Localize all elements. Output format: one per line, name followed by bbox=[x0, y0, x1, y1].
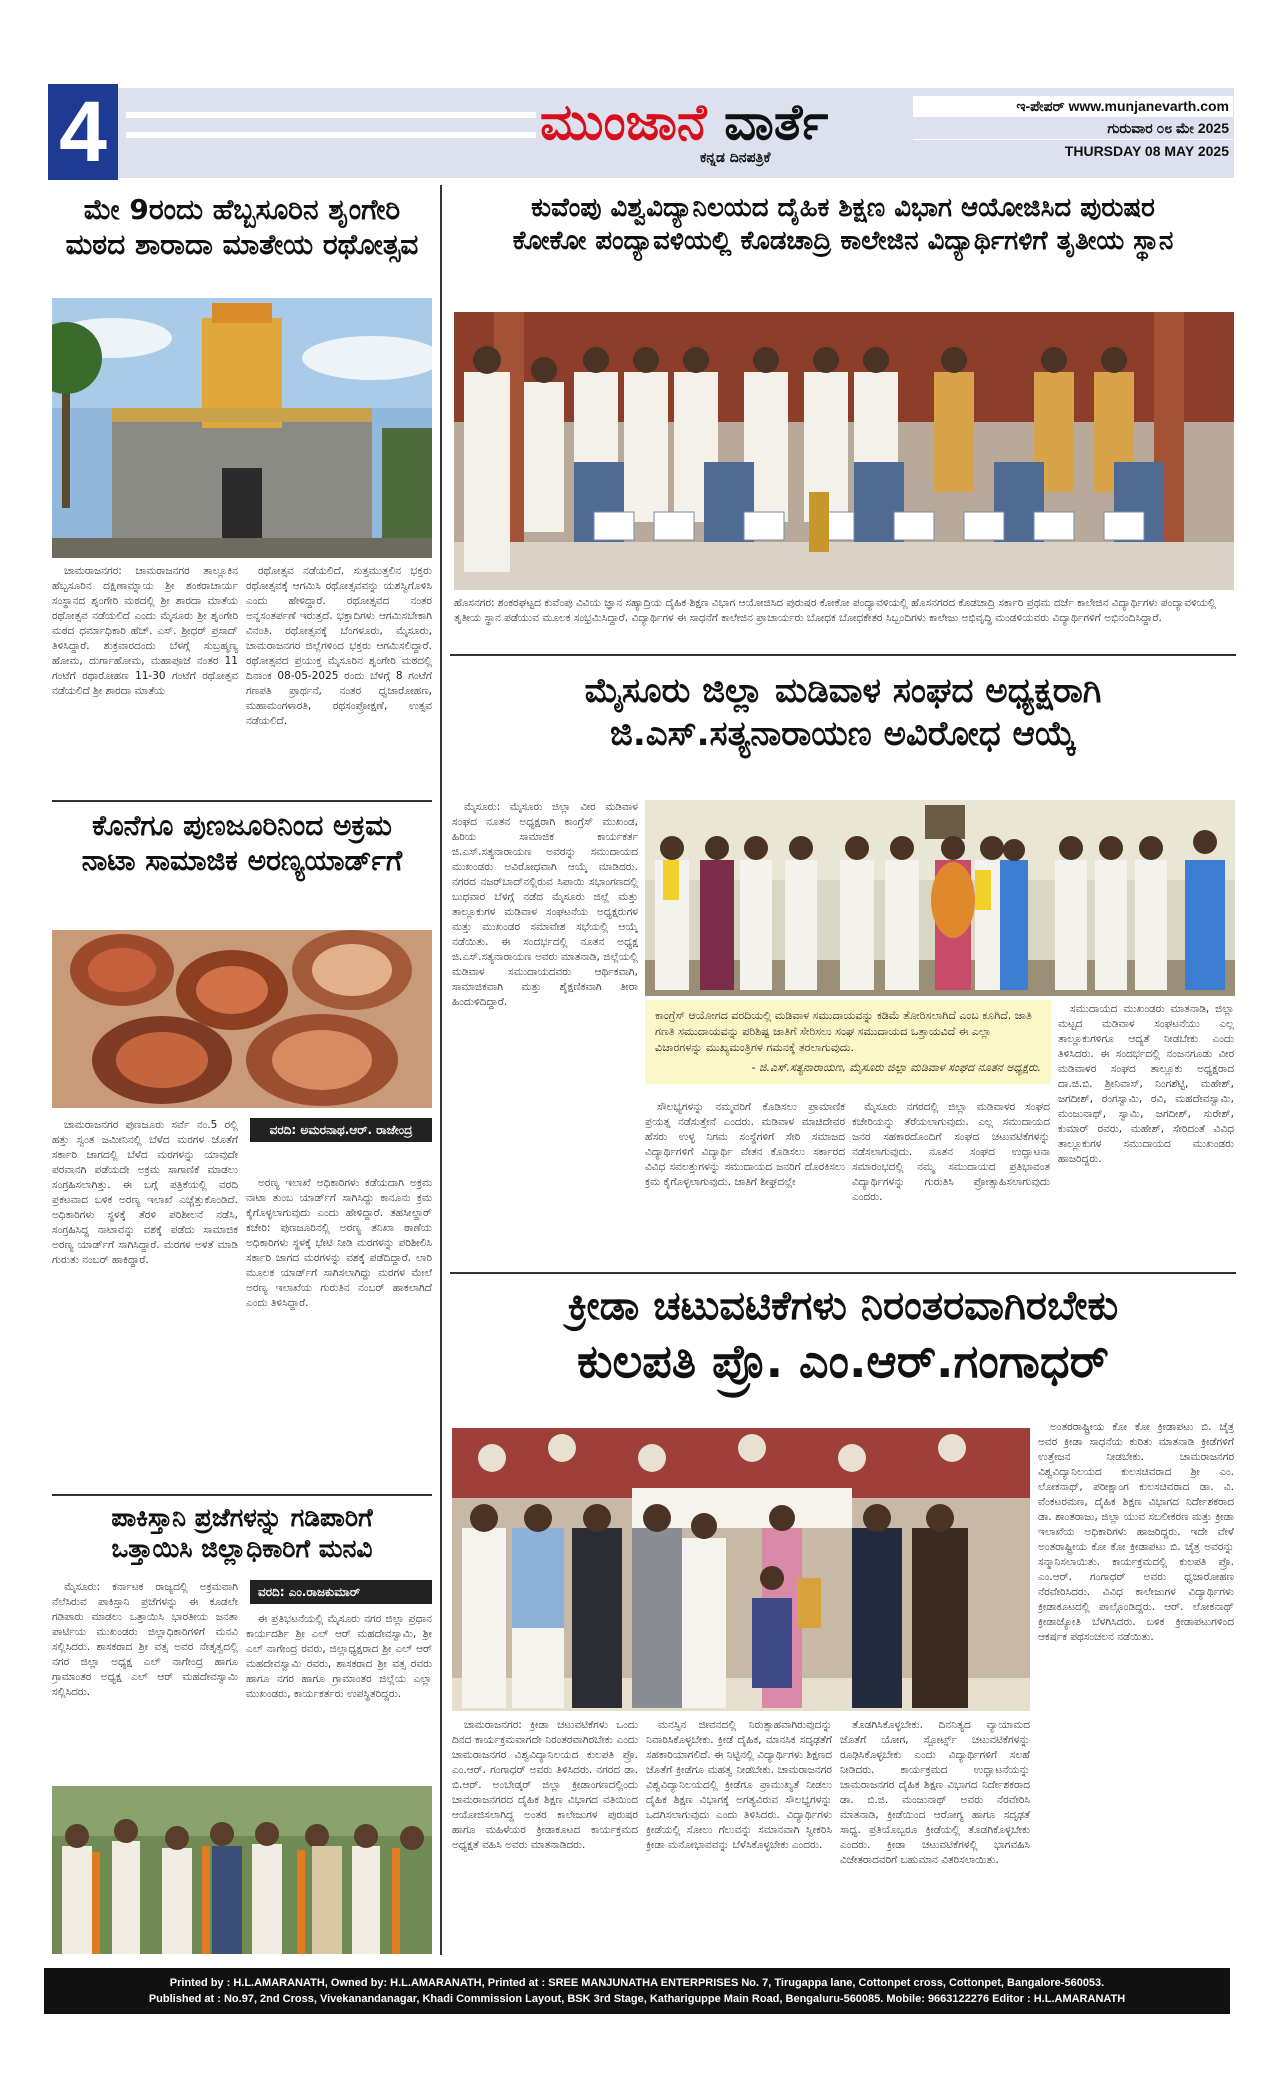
headline-line: ಕುಲಪತಿ ಪ್ರೊ. ಎಂ.ಆರ್.ಗಂಗಾಧರ್ bbox=[577, 1334, 1109, 1388]
sports-felicitation-photo bbox=[452, 1428, 1030, 1711]
timber-body-col1: ಚಾಮರಾಜನಗರ ಪುಣಜೂರು ಸರ್ವೆ ನಂ.5 ರಲ್ಲಿ ಹತ್ತು ಸ್ವಂತ ಜಮೀನಿನಲ್ಲಿ ಬೆಳೆದ ಮರಗಳ ಜೊತೆಗೆ ಸರ್ಕಾರಿ ಜಾಗದಲ್ಲಿ ಬೆಳೆದ ಮರಗಳನ್ನು ಯಾವುದೇ ಪರವಾನಗಿ ಪಡೆಯದೇ ಅಕ್ರಮ ಸಾಗಾಣಿಕೆ ಮಾಡಲು ಸಂಗ್ರಹಿಸಲಾಗಿತ್ತು. ಈ ಬಗ್ಗೆ ಪತ್ರಿಕೆಯಲ್ಲಿ ವರದಿ ಪ್ರಕಟವಾದ ಬಳಿಕ ಅರಣ್ಯ ಇಲಾಖೆ ಎಚ್ಚೆತ್ತುಕೊಂಡಿದೆ. ಅಧಿಕಾರಿಗಳು ಸ್ಥಳಕ್ಕೆ ತೆರಳಿ ಪರಿಶೀಲನೆ ನಡೆಸಿ, ಸಂಗ್ರಹಿಸಿದ್ದ ನಾಟಾವನ್ನು ವಶಕ್ಕೆ ಪಡೆದು ಸಾಮಾಜಿಕ ಅರಣ್ಯ ಯಾರ್ಡ್‌ಗೆ ಸಾಗಿಸಿದ್ದಾರೆ. ಮರಗಳ ಅಳತೆ ಮಾಡಿ ಗುರುತು ನಂಬರ್ ಹಾಕಿದ್ದಾರೆ. bbox=[52, 1119, 238, 1266]
timber-photo bbox=[52, 930, 432, 1108]
headline-madiwala bbox=[450, 670, 1236, 755]
headline-line: ಕೊನೆಗೂ ಪುಣಜೂರಿನಿಂದ ಅಕ್ರಮ bbox=[92, 809, 392, 842]
imprint-line: Published at : No.97, 2nd Cross, Vivekanandanagar, Khadi Commission Layout, BSK 3rd Stage, Kathariguppe Main Road, Bengaluru-560085. Mobile: 9663122276 Editor : H.L.AMARANATH bbox=[148, 1993, 1126, 2005]
section-rule bbox=[450, 1272, 1236, 1274]
section-rule bbox=[52, 800, 432, 802]
sringeri-body-col2: ರಥೋತ್ಸವ ನಡೆಯಲಿದೆ. ಸುತ್ತಮುತ್ತಲಿನ ಭಕ್ತರು ರಥೋತ್ಸವಕ್ಕೆ ಆಗಮಿಸಿ ರಥೋತ್ಸವವನ್ನು ಯಶಸ್ವಿಗೊಳಿಸಿ ಎಂದು ಹೇಳಿದ್ದಾರೆ. ರಥೋತ್ಸವದ ನಂತರ ಅನ್ನಸಂತರ್ಪಣೆ ಇರುತ್ತದೆ. ಭಕ್ತಾದಿಗಳು ಆಗಮಿಸಬೇಕಾಗಿ ವಿನಂತಿ. ರಥೋತ್ಸವಕ್ಕೆ ಬೆಂಗಳೂರು, ಮೈಸೂರು, ಚಾಮರಾಜನಗರ ಜಿಲ್ಲೆಗಳಿಂದ ಭಕ್ತರು ಆಗಮಿಸಲಿದ್ದಾರೆ. ರಥೋತ್ಸವದ ಪ್ರಯುಕ್ತ ಮೈಸೂರಿನ ಶೃಂಗೇರಿ ಮಠದಲ್ಲಿ ದಿನಾಂಕ 08-05-2025 ರಂದು ಬೆಳಗ್ಗೆ 8 ಗಂಟೆಗೆ ಗಣಪತಿ ಪ್ರಾರ್ಥನೆ, ನಂತರ ಧ್ವಜಾರೋಹಣ, ಮಹಾಮಂಗಳಾರತಿ, ರಥಸಂಪ್ರೋಕ್ಷಣೆ, ಉತ್ಸವ ನಡೆಯಲಿದೆ. bbox=[246, 565, 432, 727]
section-rule bbox=[52, 1494, 432, 1496]
headline-line: ಒತ್ತಾಯಿಸಿ ಜಿಲ್ಲಾಧಿಕಾರಿಗೆ ಮನವಿ bbox=[111, 1534, 373, 1564]
kuvempu-caption: ಹೊಸನಗರ: ಶಂಕರಘಟ್ಟದ ಕುವೆಂಪು ವಿವಿಯ ಜ್ಞಾನ ಸಹ್ಯಾದ್ರಿಯ ದೈಹಿಕ ಶಿಕ್ಷಣ ವಿಭಾಗ ಆಯೋಜಿಸಿದ ಪುರುಷರ ಕೋಕೋ ಪಂದ್ಯಾವಳಿಯಲ್ಲಿ ಹೊಸನಗರದ ಕೊಡಚಾದ್ರಿ ಸರ್ಕಾರಿ ಪ್ರಥಮ ದರ್ಜೆ ಕಾಲೇಜಿನ ವಿದ್ಯಾರ್ಥಿಗಳು ಪಂದ್ಯಾವಳಿಯಲ್ಲಿ ತೃತೀಯ ಸ್ಥಾನ ಪಡೆಯುವ ಮೂಲಕ ಸಂಭ್ರಮಿಸಿದ್ದಾರೆ. ವಿದ್ಯಾರ್ಥಿಗಳ ಈ ಸಾಧನೆಗೆ ಕಾಲೇಜಿನ ಪ್ರಾಚಾರ್ಯರು ಬೋಧಕ ಬೋಧಕೇತರ ಸಿಬ್ಬಂದಿಗಳು ಕಾಲೇಜು ಅಭಿವೃದ್ಧಿ ಮಂಡಳಿಯವರು ವಿದ್ಯಾರ್ಥಿಗಳಿಗೆ ಅಭಿನಂದಿಸಿದ್ದಾರೆ. bbox=[454, 597, 1216, 624]
masthead-part2: ವಾರ್ತೆ bbox=[724, 92, 829, 151]
epaper-link[interactable]: ಇ-ಪೇಪರ್ www.munjanevarth.com bbox=[913, 96, 1233, 116]
headline-line: ಮಠದ ಶಾರಾದಾ ಮಾತೇಯ ರಥೋತ್ಸವ bbox=[65, 228, 419, 261]
page-number: 4 bbox=[48, 84, 118, 180]
pakistan-byline: ವರದಿ: ಎಂ.ರಾಜಕುಮಾರ್ bbox=[250, 1580, 432, 1604]
headline-kuvempu bbox=[450, 192, 1236, 257]
headline-sports bbox=[450, 1280, 1236, 1392]
sports-body-col2: ಮನಸ್ಸಿನ ಜೀವನದಲ್ಲಿ ನಿರುತ್ಸಾಹವಾಗಿರುವುದನ್ನು ನಿವಾರಿಸಿಕೊಳ್ಳಬೇಕು. ಕ್ರೀಡೆ ದೈಹಿಕ, ಮಾನಸಿಕ ಸದೃಢತೆಗೆ ಸಹಕಾರಿಯಾಗಲಿದೆ. ಈ ನಿಟ್ಟಿನಲ್ಲಿ ವಿದ್ಯಾರ್ಥಿಗಳು ಶಿಕ್ಷಣದ ಜೊತೆಗೆ ಕ್ರೀಡೆಗೂ ಮಹತ್ವ ನೀಡಬೇಕು. ಚಾಮರಾಜನಗರ ವಿಶ್ವವಿದ್ಯಾನಿಲಯದಲ್ಲಿ ಕ್ರೀಡೆಗೂ ಪ್ರಾಮುಖ್ಯತೆ ನೀಡಲು ದೈಹಿಕ ಶಿಕ್ಷಣ ವಿಭಾಗಕ್ಕೆ ಅಗತ್ಯವಿರುವ ಸೌಲಭ್ಯಗಳನ್ನು ಒದಗಿಸಲಾಗುವುದು ಎಂದು ತಿಳಿಸಿದರು. ವಿದ್ಯಾರ್ಥಿಗಳು ಕ್ರೀಡೆಯಲ್ಲಿ ಸೋಲು ಗೆಲುವನ್ನು ಸಮಾನವಾಗಿ ಸ್ವೀಕರಿಸಿ ಕ್ರೀಡಾ ಮನೋಭಾವವನ್ನು ಬೆಳೆಸಿಕೊಳ್ಳಬೇಕು ಎಂದರು. bbox=[646, 1719, 832, 1851]
sports-body-col1: ಚಾಮರಾಜನಗರ: ಕ್ರೀಡಾ ಚಟುವಟಿಕೆಗಳು ಒಂದು ದಿನದ ಕಾರ್ಯಕ್ರಮವಾಗದೇ ನಿರಂತರವಾಗಿರಬೇಕು ಎಂದು ಚಾಮರಾಜನಗರ ವಿಶ್ವವಿದ್ಯಾನಿಲಯದ ಕುಲಪತಿ ಪ್ರೊ. ಎಂ.ಆರ್. ಗಂಗಾಧರ್ ಅವರು ತಿಳಿಸಿದರು. ನಗರದ ಡಾ. ಬಿ.ಆರ್. ಅಂಬೇಡ್ಕರ್ ಜಿಲ್ಲಾ ಕ್ರೀಡಾಂಗಣದಲ್ಲಿಂದು ಚಾಮರಾಜನಗರದ ದೈಹಿಕ ಶಿಕ್ಷಣ ವಿಭಾಗದ ವತಿಯಿಂದ ಆಯೋಜಿಸಲಾಗಿದ್ದ ಅಂತರ ಕಾಲೇಜುಗಳ ಪುರುಷರ ಹಾಗೂ ಮಹಿಳೆಯರ ಕ್ರೀಡಾಕೂಟದ ಕಾರ್ಯಕ್ರಮದ ಅಧ್ಯಕ್ಷತೆ ವಹಿಸಿ ಅವರು ಮಾತನಾಡಿದರು. bbox=[452, 1719, 638, 1851]
date-kannada: ಗುರುವಾರ ೦೮ ಮೇ 2025 bbox=[913, 116, 1233, 139]
headline-sringeri bbox=[52, 192, 432, 262]
date-english: THURSDAY 08 MAY 2025 bbox=[913, 139, 1233, 162]
pakistan-body-col1: ಮೈಸೂರು: ಕರ್ನಾಟಕ ರಾಜ್ಯದಲ್ಲಿ ಅಕ್ರಮವಾಗಿ ನೆಲೆಸಿರುವ ಪಾಕಿಸ್ತಾನಿ ಪ್ರಜೆಗಳನ್ನು ಈ ಕೂಡಲೇ ಗಡಿಪಾರು ಮಾಡಲು ಒತ್ತಾಯಿಸಿ ಭಾರತೀಯ ಜನತಾ ಪಾರ್ಟಿಯ ಮುಖಂಡರು ಜಿಲ್ಲಾಧಿಕಾರಿಗಳಿಗೆ ಮನವಿ ಸಲ್ಲಿಸಿದರು. ಶಾಸಕರಾದ ಶ್ರೀ ವತ್ಸ ಅವರ ನೇತೃತ್ವದಲ್ಲಿ ನಗರ ಜಿಲ್ಲಾ ಅಧ್ಯಕ್ಷ ಎಲ್ ನಾಗೇಂದ್ರ ಹಾಗೂ ಗ್ರಾಮಾಂತರ ಅಧ್ಯಕ್ಷ ಎಲ್ ಆರ್ ಮಹದೇವಸ್ವಾಮಿ ಸಲ್ಲಿಸಿದರು. bbox=[52, 1581, 238, 1698]
masthead-part1: ಮುಂಜಾನೆ bbox=[540, 92, 707, 151]
header-rule bbox=[126, 112, 536, 118]
headline-line: ಜಿ.ಎಸ್.ಸತ್ಯನಾರಾಯಣ ಅವಿರೋಧ ಆಯ್ಕೆ bbox=[609, 713, 1076, 754]
headline-line: ಕ್ರೀಡಾ ಚಟುವಟಿಕೆಗಳು ನಿರಂತರವಾಗಿರಬೇಕು bbox=[567, 1283, 1119, 1329]
tagline: ಕನ್ನಡ ದಿನಪತ್ರಿಕೆ bbox=[700, 150, 771, 166]
timber-body-col2: ಅರಣ್ಯ ಇಲಾಖೆ ಅಧಿಕಾರಿಗಳು ಕಡೆಯದಾಗಿ ಅಕ್ರಮ ನಾಟಾ ತುಂಬ ಯಾರ್ಡ್‌ಗೆ ಸಾಗಿಸಿದ್ದು ಕಾನೂನು ಕ್ರಮ ಕೈಗೊಳ್ಳಲಾಗುವುದು ಎಂದು ಹೇಳಿದ್ದಾರೆ. ತಹಸೀಲ್ದಾರ್ ಕಚೇರಿ: ಪುಣಜೂರಿನಲ್ಲಿ ಅರಣ್ಯ ತನಿಖಾ ಠಾಣೆಯ ಅಧಿಕಾರಿಗಳು ಸ್ಥಳಕ್ಕೆ ಭೇಟಿ ನೀಡಿ ಮರಗಳನ್ನು ಪರಿಶೀಲಿಸಿ ಸರ್ಕಾರಿ ಜಾಗದ ಮರಗಳನ್ನು ವಶಕ್ಕೆ ಪಡೆದಿದ್ದಾರೆ. ಲಾರಿ ಮೂಲಕ ಯಾರ್ಡ್‌ಗೆ ಸಾಗಿಸಲಾಗಿದ್ದು ಮರಗಳ ಮೇಲೆ ಅರಣ್ಯ ಇಲಾಖೆಯ ಗುರುತಿನ ನಂಬರ್ ಹಾಕಲಾಗಿದೆ ಎಂದು ತಿಳಿಸಿದ್ದಾರೆ. bbox=[246, 1177, 432, 1309]
madiwala-body-col1: ಮೈಸೂರು: ಮೈಸೂರು ಜಿಲ್ಲಾ ವೀರ ಮಡಿವಾಳ ಸಂಘದ ನೂತನ ಅಧ್ಯಕ್ಷರಾಗಿ ಕಾಂಗ್ರೆಸ್ ಮುಖಂಡ, ಹಿರಿಯ ಸಾಮಾಜಿಕ ಕಾರ್ಯಕರ್ತ ಜಿ.ಎಸ್.ಸತ್ಯನಾರಾಯಣ ಅವರನ್ನು ಸಮುದಾಯದ ಮುಖಂಡರು ಅವಿರೋಧವಾಗಿ ಆಯ್ಕೆ ಮಾಡಿದರು. ನಗರದ ನಜರ್‌ಬಾದ್‌ನಲ್ಲಿರುವ ಸಿಪಾಯಿ ಸಭಾಂಗಣದಲ್ಲಿ ಬುಧವಾರ ಬೆಳಗ್ಗೆ ನಡೆದ ಮೈಸೂರು ಜಿಲ್ಲೆ ಮತ್ತು ತಾಲ್ಲೂಕುಗಳ ಮಡಿವಾಳ ಸಂಘಟನೆಯ ಅಧ್ಯಕ್ಷರುಗಳ ಮತ್ತು ಮುಖಂಡರ ಸಮಾವೇಶ ಸಭೆಯಲ್ಲಿ ಆಯ್ಕೆ ನಡೆಯಿತು. ಈ ಸಂದರ್ಭದಲ್ಲಿ ನೂತನ ಅಧ್ಯಕ್ಷ ಜಿ.ಎಸ್.ಸತ್ಯನಾರಾಯಣ ಅವರು ಮಾತನಾಡಿ, ಜಿಲ್ಲೆಯಲ್ಲಿ ಮಡಿವಾಳ ಸಮುದಾಯದವರು ಆರ್ಥಿಕವಾಗಿ, ಸಾಮಾಜಿಕವಾಗಿ ಮತ್ತು ಶೈಕ್ಷಣಿಕವಾಗಿ ತೀರಾ ಹಿಂದುಳಿದಿದ್ದಾರೆ. bbox=[452, 801, 638, 1008]
timber-byline: ವರದಿ: ಅಮರನಾಥ.ಆರ್. ರಾಜೇಂದ್ರ bbox=[250, 1118, 432, 1142]
madiwala-body-col3: ಮೈಸೂರು ನಗರದಲ್ಲಿ ಜಿಲ್ಲಾ ಮಡಿವಾಳರ ಸಂಘದ ಕಚೇರಿಯನ್ನು ತೆರೆಯಲಾಗುವುದು. ಎಲ್ಲ ಸಮುದಾಯದ ಜನರ ಸಹಕಾರದೊಂದಿಗೆ ಸಂಘದ ಚಟುವಟಿಕೆಗಳನ್ನು ನಡೆಸಲಾಗುವುದು. ನೂತನ ಸಂಘದ ಉದ್ಘಾಟನಾ ಸಮಾರಂಭದಲ್ಲಿ ನಮ್ಮ ಸಮುದಾಯದ ಪ್ರತಿಭಾವಂತ ವಿದ್ಯಾರ್ಥಿಗಳನ್ನು ಗುರುತಿಸಿ ಪ್ರೋತ್ಸಾಹಿಸಲಾಗುವುದು ಎಂದರು. bbox=[852, 1101, 1050, 1203]
section-rule bbox=[450, 654, 1236, 656]
edition-info bbox=[913, 96, 1233, 162]
kokho-team-photo bbox=[454, 312, 1234, 590]
column-divider bbox=[440, 185, 442, 1955]
protest-photo bbox=[52, 1786, 432, 1954]
header-rule bbox=[126, 132, 536, 138]
headline-pakistan bbox=[52, 1502, 432, 1565]
imprint-line: Printed by : H.L.AMARANATH, Owned by: H.L.AMARANATH, Printed at : SREE MANJUNATHA ENTERPRISES No. 7, Tirugappa lane, Cottonpet cross, Cottonpet, Bangalore-560053. bbox=[169, 1977, 1105, 1989]
masthead bbox=[540, 92, 890, 152]
pakistan-body-col2: ಈ ಪ್ರತಿಭಟನೆಯಲ್ಲಿ ಮೈಸೂರು ನಗರ ಜಿಲ್ಲಾ ಪ್ರಧಾನ ಕಾರ್ಯದರ್ಶಿ ಶ್ರೀ ಎಲ್ ಆರ್ ಮಹದೇವಸ್ವಾಮಿ, ಶ್ರೀ ಎಲ್ ನಾಗೇಂದ್ರ ರವರು, ಜಿಲ್ಲಾಧ್ಯಕ್ಷರಾದ ಶ್ರೀ ಎಲ್ ಆರ್ ಮಹದೇವಸ್ವಾಮಿ ರವರು, ಶಾಸಕರಾದ ಶ್ರೀ ವತ್ಸ ರವರು ಹಾಗೂ ನಗರ ಹಾಗೂ ಗ್ರಾಮಾಂತರ ಜಿಲ್ಲೆಯ ಎಲ್ಲಾ ಮುಖಂಡರು, ಕಾರ್ಯಕರ್ತರು ಉಪಸ್ಥಿತರಿದ್ದರು. bbox=[246, 1613, 432, 1700]
headline-line: ಕೋಕೋ ಪಂದ್ಯಾವಳಿಯಲ್ಲಿ ಕೊಡಚಾದ್ರಿ ಕಾಲೇಜಿನ ವಿದ್ಯಾರ್ಥಿಗಳಿಗೆ ತೃತೀಯ ಸ್ಥಾನ bbox=[512, 225, 1174, 256]
headline-line: ಮೈಸೂರು ಜಿಲ್ಲಾ ಮಡಿವಾಳ ಸಂಘದ ಅಧ್ಯಕ್ಷರಾಗಿ bbox=[584, 671, 1102, 711]
pull-quote-text: ಕಾಂಗ್ರೆಸ್ ಆಯೋಗದ ವರದಿಯಲ್ಲಿ ಮಡಿವಾಳ ಸಮುದಾಯವನ್ನು ಕಡಿಮೆ ತೋರಿಸಲಾಗಿದೆ ಎಂಬ ಕೂಗಿದೆ. ಜಾತಿ ಗಣತಿ ಸಮುದಾಯವನ್ನು ಪರಿಶಿಷ್ಟ ಜಾತಿಗೆ ಸೇರಿಸಲು ಸಂಘ ಸಮುದಾಯದ ಒತ್ತಾಯವಿದೆ ಈ ಎಲ್ಲಾ ವಿಚಾರಗಳನ್ನು ಮುಖ್ಯಮಂತ್ರಿಗಳ ಗಮನಕ್ಕೆ ತರಲಾಗುವುದು. bbox=[655, 1009, 1032, 1054]
headline-line: ಮೇ 9ರಂದು ಹೆಬ್ಬಸೂರಿನ ಶೃಂಗೇರಿ bbox=[83, 193, 401, 226]
pull-quote-source: - ಜಿ.ಎಸ್.ಸತ್ಯನಾರಾಯಣ, ಮೈಸೂರು ಜಿಲ್ಲಾ ಮಡಿವಾಳ ಸಂಘದ ನೂತನ ಅಧ್ಯಕ್ಷರು. bbox=[751, 1061, 1041, 1074]
madiwala-group-photo bbox=[645, 800, 1235, 996]
headline-line: ನಾಟಾ ಸಾಮಾಜಿಕ ಅರಣ್ಯಯಾರ್ಡ್‌ಗೆ bbox=[81, 844, 403, 877]
headline-line: ಕುವೆಂಪು ವಿಶ್ವವಿದ್ಯಾನಿಲಯದ ದೈಹಿಕ ಶಿಕ್ಷಣ ವಿಭಾಗ ಆಯೋಜಿಸಿದ ಪುರುಷರ bbox=[531, 193, 1155, 223]
headline-line: ಪಾಕಿಸ್ತಾನಿ ಪ್ರಜೆಗಳನ್ನು ಗಡಿಪಾರಿಗೆ bbox=[111, 1503, 373, 1532]
sports-body-col4: ಅಂತರರಾಷ್ಟ್ರೀಯ ಕೋ ಕೋ ಕ್ರೀಡಾಪಟು ಬಿ. ಚೈತ್ರ ಅವರ ಕ್ರೀಡಾ ಸಾಧನೆಯ ಕುರಿತು ಮಾತನಾಡಿ ಕ್ರೀಡೆಗಳಿಗೆ ಉತ್ತೇಜನ ನೀಡಬೇಕು. ಚಾಮರಾಜನಗರ ವಿಶ್ವವಿದ್ಯಾನಿಲಯದ ಕುಲಸಚಿವರಾದ ಶ್ರೀ ಎಂ. ಲೋಕನಾಥ್, ಪರೀಕ್ಷಾಂಗ ಕುಲಸಚಿವರಾದ ಡಾ. ವಿ. ವೆಂಕಟರಮಣ, ದೈಹಿಕ ಶಿಕ್ಷಣ ವಿಭಾಗದ ನಿರ್ದೇಶಕರಾದ ಡಾ. ಶಾಂತರಾಜು, ಜಿಲ್ಲಾ ಯುವ ಸಬಲೀಕರಣ ಮತ್ತು ಕ್ರೀಡಾ ಇಲಾಖೆಯ ಅಧಿಕಾರಿಗಳು ಹಾಜರಿದ್ದರು. ಇದೇ ವೇಳೆ ಅಂತರಾಷ್ಟ್ರೀಯ ಕೋ ಕೋ ಕ್ರೀಡಾಪಟು ಬಿ. ಚೈತ್ರ ಅವರನ್ನು ಸನ್ಮಾನಿಸಲಾಯಿತು. ಕಾರ್ಯಕ್ರಮದಲ್ಲಿ ಕುಲಪತಿ ಪ್ರೊ. ಎಂ.ಆರ್. ಗಂಗಾಧರ್ ಅವರು ಧ್ವಜಾರೋಹಣ ನೆರವೇರಿಸಿದರು. ವಿವಿಧ ಕಾಲೇಜುಗಳ ವಿದ್ಯಾರ್ಥಿಗಳು ಕ್ರೀಡಾಕೂಟದಲ್ಲಿ ಪಾಲ್ಗೊಂಡಿದ್ದರು. ಆರ್. ಲೋಕನಾಥ್ ಕ್ರೀಡಾಜ್ಯೋತಿ ಬೆಳಗಿಸಿದರು. ಬಳಿಕ ಕ್ರೀಡಾಪಟುಗಳಿಂದ ಆಕರ್ಷಕ ಪಥಸಂಚಲನ ನಡೆಯಿತು. bbox=[1038, 1421, 1234, 1643]
madiwala-body-col2: ಸೌಲಭ್ಯಗಳನ್ನು ನಮ್ಮವರಿಗೆ ಕೊಡಿಸಲು ಪ್ರಾಮಾಣಿಕ ಪ್ರಯತ್ನ ನಡೆಸುತ್ತೇನೆ ಎಂದರು. ಮಡಿವಾಳ ಮಾಚಿದೇವರ ಹೆಸರು ಉಳ್ಳ ನಿಗಮ ಸಂಸ್ಥೆಗಳಿಗೆ ಸೇರಿ ಸಮಾಜದ ವಿದ್ಯಾರ್ಥಿಗಳಿಗೆ ವಿದ್ಯಾರ್ಥಿ ವೇತನ ಕೊಡಿಸಲು ಸರ್ಕಾರದ ವಿವಿಧ ಸವಲತ್ತುಗಳನ್ನು ಸಮುದಾಯದ ಜನರಿಗೆ ದೊರಕಿಸಲು ಕ್ರಮ ಕೈಗೊಳ್ಳಲಾಗುವುದು. ಜಾತಿಗೆ ಶೀಘ್ರದಲ್ಲೇ bbox=[645, 1101, 845, 1188]
imprint-footer bbox=[44, 1968, 1230, 2014]
temple-photo bbox=[52, 298, 432, 558]
sringeri-body-col1: ಚಾಮರಾಜನಗರ: ಚಾಮರಾಜನಗರ ತಾಲ್ಲೂಕಿನ ಹೆಬ್ಬಸೂರಿನ ದಕ್ಷಿಣಾಮ್ನಾಯ ಶ್ರೀ ಶಂಕರಾಚಾರ್ಯ ಸಂಸ್ಥಾನದ ಶೃಂಗೇರಿ ಮಠದಲ್ಲಿ ಶ್ರೀ ಶಾರದಾ ಮಾತೆಯ ರಥೋತ್ಸವ ನಡೆಯಲಿದೆ ಎಂದು ಮೈಸೂರು ಶ್ರೀ ಶೃಂಗೇರಿ ಮಠದ ಧರ್ಮಾಧಿಕಾರಿ ಹೆಚ್. ಎಸ್. ಶ್ರೀಧರ್ ಪ್ರಸಾದ್ ತಿಳಿಸಿದ್ದಾರೆ. ಶುಕ್ರವಾರದಂದು ಬೆಳಗ್ಗೆ ಸುಬ್ರಹ್ಮಣ್ಯ ಹೋಮ, ದುರ್ಗಾಹೋಮ, ಮಹಾಪೂಜೆ ನಂತರ 11 ಗಂಟೆಗೆ ರಥಾರೋಹಣ 11-30 ಗಂಟೆಗೆ ರಥೋತ್ಸವ ನಡೆಯಲಿದೆ ಶ್ರೀ ಶಾರದಾ ಮಾತೆಯ bbox=[52, 565, 238, 697]
sports-body-col3: ತೊಡಗಿಸಿಕೊಳ್ಳಬೇಕು. ದಿನನಿತ್ಯದ ವ್ಯಾಯಾಮದ ಜೊತೆಗೆ ಯೋಗ, ಸ್ಪೋರ್ಟ್ಸ್ ಚಟುವಟಿಕೆಗಳನ್ನು ರೂಢಿಸಿಕೊಳ್ಳಬೇಕು ಎಂದು ವಿದ್ಯಾರ್ಥಿಗಳಿಗೆ ಸಲಹೆ ನೀಡಿದರು. ಕಾರ್ಯಕ್ರಮದ ಉದ್ಘಾಟನೆಯನ್ನು ಚಾಮರಾಜನಗರ ದೈಹಿಕ ಶಿಕ್ಷಣ ವಿಭಾಗದ ನಿರ್ದೇಶಕರಾದ ಡಾ. ಬಿ.ಜಿ. ಮಂಜುನಾಥ್ ಅವರು ನೆರವೇರಿಸಿ ಮಾತನಾಡಿ, ಕ್ರೀಡೆಯಿಂದ ಆರೋಗ್ಯ ಹಾಗೂ ಸದೃಢತೆ ಸಾಧ್ಯ. ಪ್ರತಿಯೊಬ್ಬರೂ ಕ್ರೀಡೆಯಲ್ಲಿ ತೊಡಗಿಕೊಳ್ಳಬೇಕು ಎಂದರು. ಕ್ರೀಡಾ ಚಟುವಟಿಕೆಗಳಲ್ಲಿ ಭಾಗವಹಿಸಿ ವಿಜೇತರಾದವರಿಗೆ ಬಹುಮಾನ ವಿತರಿಸಲಾಯಿತು. bbox=[840, 1719, 1030, 1866]
madiwala-body-col4: ಸಮುದಾಯದ ಮುಖಂಡರು ಮಾತನಾಡಿ, ಜಿಲ್ಲಾ ಮಟ್ಟದ ಮಡಿವಾಳ ಸಂಘಟನೆಯು ಎಲ್ಲ ತಾಲ್ಲೂಕುಗಳಿಗೂ ಆದ್ಯತೆ ನೀಡಬೇಕು ಎಂದು ತಿಳಿಸಿದರು. ಈ ಸಂದರ್ಭದಲ್ಲಿ ನಂಜನಗೂಡು ವೀರ ಮಡಿವಾಳರ ಸಂಘದ ತಾಲ್ಲೂಕು ಅಧ್ಯಕ್ಷರಾದ ದಾ.ಜಿ.ಬಿ. ಶ್ರೀನಿವಾಸ್, ನಿಂಗಶೆಟ್ಟಿ, ಮಹೇಶ್, ಜಗದೀಶ್, ರಂಗಸ್ವಾಮಿ, ರವಿ, ಮಹದೇವಸ್ವಾಮಿ, ಮಂಜುನಾಥ್, ಸ್ವಾಮಿ, ಜಗದೀಶ್, ಸುರೇಶ್, ಕುಮಾರ್ ರವರು, ಮಹೇಶ್, ಸೇರಿದಂತೆ ವಿವಿಧ ತಾಲ್ಲೂಕುಗಳ ಸಮುದಾಯದ ಮುಖಂಡರು ಹಾಜರಿದ್ದರು. bbox=[1058, 1003, 1234, 1165]
madiwala-pull-quote bbox=[645, 1000, 1051, 1084]
headline-timber bbox=[52, 808, 432, 878]
